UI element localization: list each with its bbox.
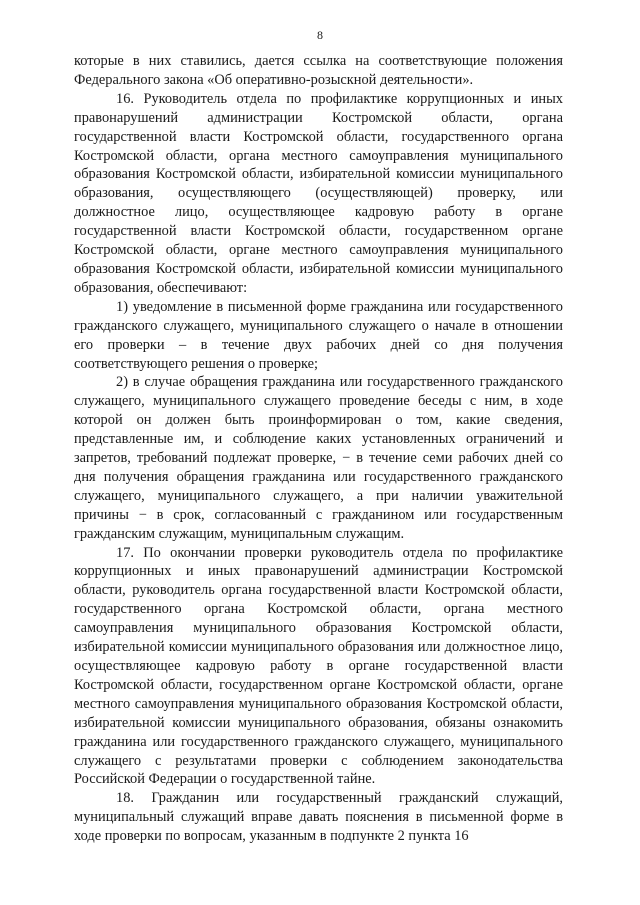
paragraph-continuation: которые в них ставились, дается ссылка на соответствующие положения Федерального закона «Об оперативно-розыскной деятельности».	[74, 53, 563, 88]
paragraph-18: 18. Гражданин или государственный гражданский служащий, муниципальный служащий вправе давать пояснения в письменной форме в ходе проверки по вопросам, указанным в подпункте 2 пункта 16	[74, 790, 563, 845]
paragraph-16-item-2: 2) в случае обращения гражданина или государственного гражданского служащего, муниципального служащего проведение беседы с ним, в ходе которой он должен быть проинформирован о том, какие сведения, представленные им, и соблюдение каких установленных ограничений и запретов, требований подлежат проверке, − в течение семи рабочих дней со дня получения обращения гражданина или государственного гражданского служащего, муниципального служащего, а при наличии уважительной причины − в срок, согласованный с гражданином или государственным гражданским служащим, муниципальным служащим.	[74, 374, 563, 542]
paragraph-16-item-1: 1) уведомление в письменной форме гражданина или государственного гражданского служащего, муниципального служащего о начале в отношении его проверки – в течение двух рабочих дней со дня получения соответствующего решения о проверке;	[74, 298, 563, 372]
page-number: 8	[317, 28, 323, 42]
paragraph-16: 16. Руководитель отдела по профилактике коррупционных и иных правонарушений администрации Костромской области, органа государственной власти Костромской области, государственного органа Костромской области, органа местного самоуправления муниципального образования Костромской области, избирательной комиссии муниципального образования, осуществляющего (осуществляющей) проверку, или должностное лицо, осуществляющее кадровую работу в органе государственной власти Костромской области, государственном органе Костромской области, органе местного самоуправления муниципального образования Костромской области, избирательной комиссии муниципального образования, обеспечивают:	[74, 90, 563, 296]
document-body	[74, 52, 563, 846]
paragraph-17: 17. По окончании проверки руководитель отдела по профилактике коррупционных и иных правонарушений администрации Костромской области, руководитель органа государственной власти Костромской области, государственного органа Костромской области, органа местного самоуправления муниципального образования Костромской области, избирательной комиссии муниципального образования или должностное лицо, осуществляющее кадровую работу в органе государственной власти Костромской области, государственном органе Костромской области, органе местного самоуправления муниципального образования Костромской области, избирательной комиссии муниципального образования, обязаны ознакомить гражданина или государственного гражданского служащего, муниципального служащего с результатами проверки с соблюдением законодательства Российской Федерации о государственной тайне.	[74, 544, 563, 788]
